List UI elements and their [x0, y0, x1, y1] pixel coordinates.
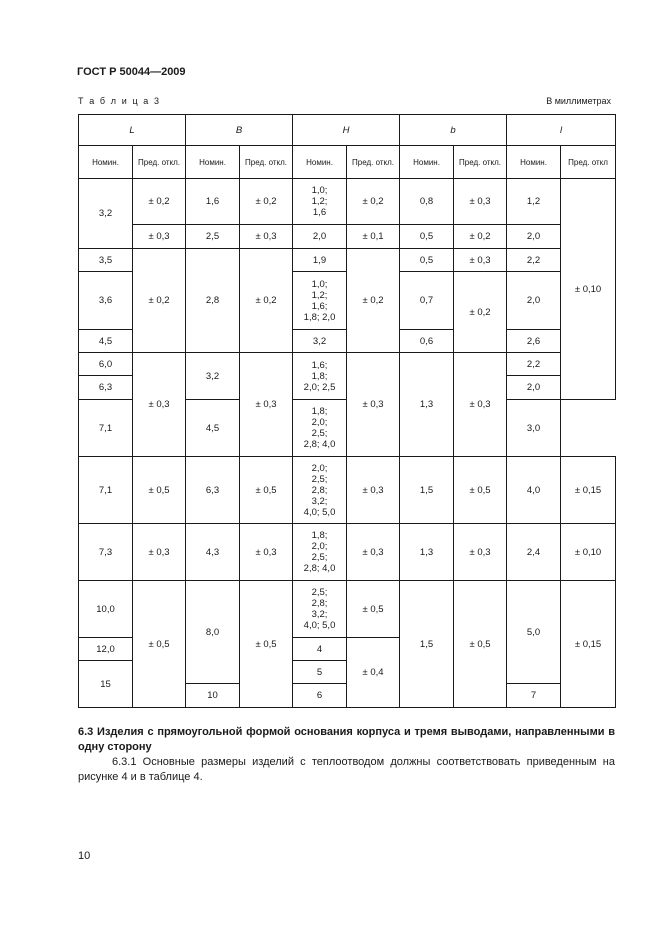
- table-cell: ± 0,3: [347, 353, 400, 457]
- table-cell: ± 0,3: [133, 353, 186, 457]
- table-cell: 10: [186, 684, 240, 708]
- table-cell: 2,0: [293, 225, 347, 249]
- col-header: Пред. откл.: [454, 146, 507, 179]
- table-cell: ± 0,3: [454, 524, 507, 581]
- col-header: Номин.: [79, 146, 133, 179]
- table-cell: 6,3: [186, 457, 240, 524]
- table-cell: 7: [507, 684, 561, 708]
- table-cell: 10,0: [79, 581, 133, 638]
- table-cell: 1,2: [507, 179, 561, 225]
- dimensions-table: [78, 114, 616, 708]
- table-cell: ± 0,15: [561, 581, 616, 708]
- table-cell: ± 0,3: [347, 524, 400, 581]
- table-row: [79, 179, 616, 225]
- table-cell: 2,5; 2,8; 3,2; 4,0; 5,0: [293, 581, 347, 638]
- table-cell: ± 0,5: [347, 581, 400, 638]
- table-cell: ± 0,4: [347, 638, 400, 708]
- table-cell: 2,2: [507, 249, 561, 272]
- table-cell: 1,6; 1,8; 2,0; 2,5: [293, 353, 347, 400]
- table-cell: 1,9: [293, 249, 347, 272]
- col-group-l: l: [507, 115, 616, 146]
- table-cell: ± 0,2: [240, 249, 293, 353]
- table-cell: ± 0,15: [561, 457, 616, 524]
- table-cell: 3,6: [79, 272, 133, 330]
- standard-designation: ГОСТ Р 50044—2009: [77, 66, 186, 78]
- table-cell: 1,3: [400, 524, 454, 581]
- table-cell: ± 0,2: [347, 179, 400, 225]
- col-header: Номин.: [507, 146, 561, 179]
- table-cell: 2,0: [507, 225, 561, 249]
- col-group-L: L: [79, 115, 186, 146]
- table-cell: ± 0,3: [454, 179, 507, 225]
- table-cell: 3,2: [79, 179, 133, 249]
- table-cell: ± 0,10: [561, 524, 616, 581]
- table-cell: 2,8: [186, 249, 240, 353]
- table-cell: ± 0,2: [240, 179, 293, 225]
- table-cell: 3,2: [186, 353, 240, 400]
- table-cell: ± 0,5: [240, 581, 293, 708]
- table-cell: ± 0,5: [133, 581, 186, 708]
- table-cell: 15: [79, 661, 133, 708]
- table-cell: 6,3: [79, 376, 133, 400]
- table-cell: 6,0: [79, 353, 133, 376]
- table-cell: 0,5: [400, 225, 454, 249]
- table-cell: ± 0,3: [347, 457, 400, 524]
- table-cell: ± 0,5: [240, 457, 293, 524]
- table-cell: 0,6: [400, 330, 454, 353]
- table-cell: 1,0; 1,2; 1,6; 1,8; 2,0: [293, 272, 347, 330]
- table-cell: 2,6: [507, 330, 561, 353]
- table-cell: ± 0,1: [347, 225, 400, 249]
- units-note: В миллиметрах: [546, 96, 611, 106]
- table-cell: ± 0,2: [133, 249, 186, 353]
- table-cell: ± 0,2: [133, 179, 186, 225]
- table-row: [79, 581, 616, 638]
- table-cell: 5,0: [507, 581, 561, 684]
- table-cell: 7,1: [79, 457, 133, 524]
- table-cell: 5: [293, 661, 347, 684]
- table-row: [79, 524, 616, 581]
- table-cell: ± 0,3: [454, 249, 507, 272]
- table-cell: ± 0,10: [561, 179, 616, 400]
- col-group-B: B: [186, 115, 293, 146]
- col-group-b: b: [400, 115, 507, 146]
- table-cell: ± 0,2: [347, 249, 400, 353]
- table-cell: 1,5: [400, 581, 454, 708]
- col-header: Пред. откл: [561, 146, 616, 179]
- col-header: Пред. откл.: [133, 146, 186, 179]
- table-cell: 7,3: [79, 524, 133, 581]
- col-header: Номин.: [293, 146, 347, 179]
- table-cell: 2,0: [507, 376, 561, 400]
- table-cell: ± 0,3: [133, 225, 186, 249]
- table-cell: ± 0,5: [133, 457, 186, 524]
- table-cell: 4,5: [186, 400, 240, 457]
- table-cell: ± 0,3: [133, 524, 186, 581]
- table-cell: 0,8: [400, 179, 454, 225]
- table-cell: 4,5: [79, 330, 133, 353]
- table-cell: 1,0; 1,2; 1,6: [293, 179, 347, 225]
- table-cell: ± 0,3: [454, 353, 507, 457]
- table-cell: 3,5: [79, 249, 133, 272]
- table-cell: ± 0,3: [240, 225, 293, 249]
- col-header: Номин.: [186, 146, 240, 179]
- table-cell: ± 0,3: [240, 353, 293, 457]
- col-header: Пред. откл.: [240, 146, 293, 179]
- table-cell: 8,0: [186, 581, 240, 684]
- table-cell: 1,8; 2,0; 2,5; 2,8; 4,0: [293, 524, 347, 581]
- col-group-H: H: [293, 115, 400, 146]
- table-cell: 0,7: [400, 272, 454, 330]
- section-heading: 6.3 Изделия с прямоугольной формой основания корпуса и тремя выводами, направленными в одну сторону: [78, 726, 615, 753]
- table-row: [79, 457, 616, 524]
- col-header: Номин.: [400, 146, 454, 179]
- table-cell: 1,5: [400, 457, 454, 524]
- table-row: [79, 353, 616, 376]
- header-row-sub: [79, 146, 616, 179]
- table-row: [79, 225, 616, 249]
- table-cell: 3,2: [293, 330, 347, 353]
- table-cell: 2,0; 2,5; 2,8; 3,2; 4,0; 5,0: [293, 457, 347, 524]
- table-cell: 1,6: [186, 179, 240, 225]
- table-caption: Т а б л и ц а 3: [78, 96, 161, 106]
- header-row-groups: [79, 115, 616, 146]
- table-cell: ± 0,5: [454, 581, 507, 708]
- page-number: 10: [78, 850, 91, 862]
- table-cell: 12,0: [79, 638, 133, 661]
- table-cell: 4,3: [186, 524, 240, 581]
- table-cell: 0,5: [400, 249, 454, 272]
- table-cell: 7,1: [79, 400, 133, 457]
- table-cell: 2,5: [186, 225, 240, 249]
- table-cell: 2,0: [507, 272, 561, 330]
- table-cell: 6: [293, 684, 347, 708]
- table-cell: 4: [293, 638, 347, 661]
- table-cell: 2,4: [507, 524, 561, 581]
- table-row: [79, 249, 616, 272]
- table-cell: 1,3: [400, 353, 454, 457]
- col-header: Пред. откл.: [347, 146, 400, 179]
- table-cell: ± 0,2: [454, 272, 507, 353]
- section-paragraph: 6.3.1 Основные размеры изделий с теплоотводом должны соответствовать приведенным на рисунке 4 и в таблице 4.: [78, 756, 615, 783]
- table-cell: ± 0,5: [454, 457, 507, 524]
- table-cell: 4,0: [507, 457, 561, 524]
- table-cell: ± 0,2: [454, 225, 507, 249]
- table-cell: ± 0,3: [240, 524, 293, 581]
- table-cell: 1,8; 2,0; 2,5; 2,8; 4,0: [293, 400, 347, 457]
- table-cell: 2,2: [507, 353, 561, 376]
- table-cell: 3,0: [507, 400, 561, 457]
